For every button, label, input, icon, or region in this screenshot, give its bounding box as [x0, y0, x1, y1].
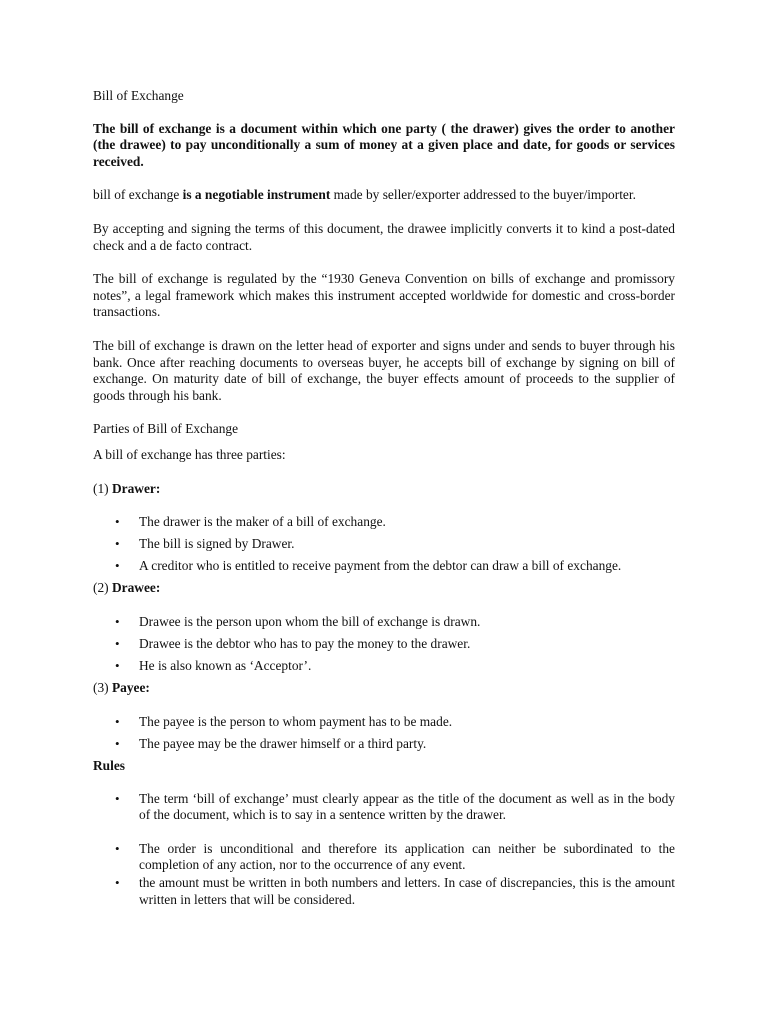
- list-item-text: The payee may be the drawer himself or a third party.: [139, 735, 427, 751]
- list-item: [93, 614, 675, 631]
- list-item-text: The term ‘bill of exchange’ must clearly appear as the title of the document as well as in the body of the document, which is to say in a sentence written by the drawer.: [139, 790, 675, 823]
- bullet-icon: •: [115, 875, 120, 890]
- list-item-text: Drawee is the person upon whom the bill of exchange is drawn.: [139, 613, 481, 629]
- bullet-icon: •: [115, 735, 120, 751]
- list-item: [93, 736, 675, 753]
- list-item: [93, 514, 675, 531]
- drawer-list: [93, 514, 675, 575]
- list-item-text: the amount must be written in both numbers and letters. In case of discrepancies, this is the amount written in letters that will be considered.: [139, 875, 675, 907]
- list-item-text: The order is unconditional and therefore its application can neither be subordinated to the completion of any action, nor to the occurrence of any event.: [139, 840, 675, 873]
- document-page: [93, 88, 675, 914]
- drawee-list: [93, 614, 675, 675]
- list-item-text: The drawer is the maker of a bill of exchange.: [139, 514, 386, 530]
- list-item: [93, 658, 675, 675]
- bullet-icon: •: [115, 658, 120, 674]
- regulation-paragraph: The bill of exchange is regulated by the “1930 Geneva Convention on bills of exchange and promissory notes”, a legal framework which makes this instrument accepted worldwide for domestic and cross-border transactions.: [93, 271, 675, 320]
- bullet-icon: •: [115, 536, 120, 552]
- list-item-text: Drawee is the debtor who has to pay the money to the drawer.: [139, 636, 471, 652]
- bullet-icon: •: [115, 636, 120, 652]
- drawer-number: (1): [93, 480, 112, 496]
- drawee-label: Drawee:: [111, 580, 161, 596]
- bullet-icon: •: [115, 613, 120, 629]
- drawee-number: (2): [93, 580, 112, 596]
- drawee-heading: [93, 580, 675, 597]
- payee-number: (3): [93, 680, 112, 696]
- list-item-text: He is also known as ‘Acceptor’.: [139, 658, 312, 674]
- para1-end: made by seller/exporter addressed to the buyer/importer.: [330, 187, 636, 203]
- bullet-icon: •: [115, 514, 120, 530]
- payee-heading: [93, 680, 675, 697]
- para1-start: bill of exchange: [93, 187, 183, 203]
- document-title: Bill of Exchange: [93, 88, 184, 103]
- list-item: [93, 841, 675, 874]
- list-item: [93, 536, 675, 553]
- list-item: [93, 875, 675, 908]
- bullet-icon: •: [115, 558, 120, 574]
- rules-list: [93, 791, 675, 909]
- list-item: [93, 558, 675, 575]
- negotiable-instrument-paragraph: [93, 187, 675, 204]
- parties-intro: A bill of exchange has three parties:: [93, 446, 286, 462]
- list-item-text: The bill is signed by Drawer.: [139, 536, 295, 552]
- list-item: [93, 791, 675, 824]
- para1-bold-phrase: is a negotiable instrument: [182, 187, 331, 203]
- bullet-icon: •: [115, 840, 120, 856]
- process-paragraph: The bill of exchange is drawn on the letter head of exporter and signs under and sends to buyer through his bank. Once after reaching documents to overseas buyer, he accepts bill of exchange by signing on bill of exchange. On maturity date of bill of exchange, the buyer effects amount of proceeds to the supplier of goods through his bank.: [93, 337, 675, 403]
- payee-list: [93, 714, 675, 753]
- bullet-icon: •: [115, 713, 120, 729]
- rules-heading: Rules: [93, 758, 125, 774]
- definition-paragraph: The bill of exchange is a document within which one party ( the drawer) gives the order to another (the drawee) to pay unconditionally a sum of money at a given place and date, for goods or services received.: [93, 120, 675, 169]
- acceptance-paragraph: By accepting and signing the terms of this document, the drawee implicitly converts it to kind a post-dated check and a de facto contract.: [93, 220, 675, 253]
- list-item: [93, 636, 675, 653]
- parties-heading: Parties of Bill of Exchange: [93, 421, 239, 437]
- drawer-label: Drawer:: [111, 480, 161, 496]
- drawer-heading: [93, 481, 675, 498]
- list-item: [93, 714, 675, 731]
- bullet-icon: •: [115, 790, 120, 806]
- list-item-text: A creditor who is entitled to receive payment from the debtor can draw a bill of exchange.: [139, 558, 622, 574]
- payee-label: Payee:: [111, 680, 150, 696]
- list-item-text: The payee is the person to whom payment has to be made.: [139, 713, 453, 729]
